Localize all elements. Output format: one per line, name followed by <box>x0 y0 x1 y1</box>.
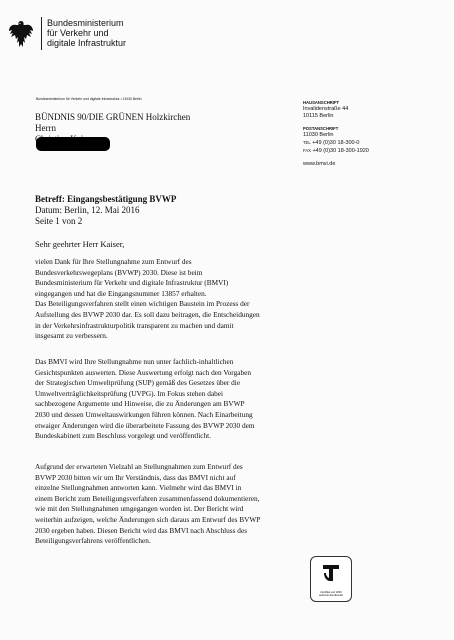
paragraph-line: Bundeskabinett zum Beschluss vorgelegt und veröffentlicht. <box>35 431 212 441</box>
certification-line: Zertifikat seit 2009 <box>320 591 342 594</box>
subject-block <box>35 194 176 227</box>
paragraph-line: vielen Dank für Ihre Stellungnahme zum Entwurf des <box>35 257 192 266</box>
certification-line: audit berufundfamilie <box>318 594 344 597</box>
subject-title: Betreff: Eingangsbestätigung BVWP <box>35 194 177 204</box>
recipient-line: Herrn <box>35 123 56 133</box>
body-paragraph <box>35 257 260 342</box>
tel-number: +49 (0)30 18-300-0 <box>312 140 360 146</box>
page-number: Seite 1 von 2 <box>35 216 83 226</box>
paragraph-line: weiterhin aufzeigen, welche Änderungen sich daraus am Entwurf des BVWP <box>35 514 261 524</box>
fax-number: +49 (0)30 18-300-1920 <box>312 148 369 154</box>
paragraph-line: etwaiger Änderungen wird die überarbeitete Fassung des BVWP 2030 dem <box>35 420 255 430</box>
paragraph-line: Das BMVI wird Ihre Stellungnahme nun unter fachlich-inhaltlichen <box>35 357 234 366</box>
paragraph-line: Gesichtspunkten auswerten. Diese Auswertung erfolgt nach den Vorgaben <box>35 367 252 377</box>
letter-date: Datum: Berlin, 12. Mai 2016 <box>35 205 140 215</box>
ministry-name <box>47 18 126 48</box>
post-city: 11030 Berlin <box>303 132 334 138</box>
fax-label: FAX <box>303 148 311 153</box>
paragraph-line: eingegangen und hat die Eingangsnummer 13857 erhalten. <box>35 288 207 298</box>
sender-return-line: Bundesministerium für Verkehr und digitale Infrastruktur • 11030 Berlin <box>36 97 142 101</box>
salutation: Sehr geehrter Herr Kaiser, <box>35 239 125 249</box>
paragraph-line: der Strategischen Umweltprüfung (SUP) gemäß des Gesetzes über die <box>35 378 241 388</box>
city: 10115 Berlin <box>303 113 334 119</box>
audit-logo-mark <box>321 562 341 584</box>
paragraph-line: BVWP 2030 bitten wir um Ihr Verständnis, dass das BMVI nicht auf <box>35 472 236 482</box>
paragraph-line: Beteiligungsverfahrens veröffentlichen. <box>35 536 151 546</box>
federal-eagle-icon <box>8 19 34 49</box>
recipient-line: BÜNDNIS 90/DIE GRÜNEN Holzkirchen <box>35 112 191 122</box>
tel-label: TEL <box>303 140 311 145</box>
paragraph-line: einzelne Stellungnahmen antworten kann. Vielmehr wird das BMVI in <box>35 483 242 493</box>
paragraph-line: insgesamt zu verbessern. <box>35 331 108 341</box>
ministry-name-line: für Verkehr und <box>47 28 109 38</box>
paragraph-line: Aufstellung des BVWP 2030 dar. Es soll dazu beitragen, die Entscheidungen <box>35 309 260 319</box>
body-paragraph <box>35 357 255 442</box>
letterhead-divider <box>41 17 42 50</box>
paragraph-line: Bundesministerium für Verkehr und digitale Infrastruktur (BMVI) <box>35 278 229 288</box>
paragraph-line: Aufgrund der erwarteten Vielzahl an Stellungnahmen zum Entwurf des <box>35 462 243 471</box>
paragraph-line: wie mit den Stellungnahmen umgegangen worden ist. Der Bericht wird <box>35 504 244 514</box>
paragraph-line: 2030 ergeben haben. Diesen Bericht wird das BMVI nach Abschluss des <box>35 525 248 535</box>
postanschrift-label: POSTANSCHRIFT <box>303 126 339 131</box>
audit-berufundfamilie-logo <box>310 556 352 602</box>
paragraph-line: Das Beteiligungsverfahren stellt einen wichtigen Baustein im Prozess der <box>35 299 250 309</box>
street: Invalidenstraße 44 <box>303 106 349 112</box>
paragraph-line: in der Verkehrsinfrastrukturpolitik transparent zu machen und damit <box>35 320 234 330</box>
redaction-bar <box>36 137 110 151</box>
paragraph-line: Umweltverträglichkeitsprüfung (UVPG). Im Fokus stehen dabei <box>35 388 224 398</box>
website: www.bmvi.de <box>303 161 336 167</box>
ministry-name-line: Bundesministerium <box>47 18 124 28</box>
paragraph-line: 2030 und dessen Umweltauswirkungen führen können. Nach Einarbeitung <box>35 409 253 419</box>
paragraph-line: einem Bericht zum Beteiligungsverfahren zusammenfassend dokumentieren, <box>35 493 260 503</box>
hausanschrift-label: HAUSANSCHRIFT <box>303 100 340 105</box>
body-paragraph <box>35 462 260 547</box>
ministry-name-line: digitale Infrastruktur <box>47 38 127 48</box>
paragraph-line: Bundesverkehrswegeplans (BVWP) 2030. Diese ist beim <box>35 267 203 277</box>
ministry-address-block <box>303 99 369 168</box>
paragraph-line: sachbezogene Argumente und Hinweise, die zu Änderungen am BVWP <box>35 399 245 409</box>
